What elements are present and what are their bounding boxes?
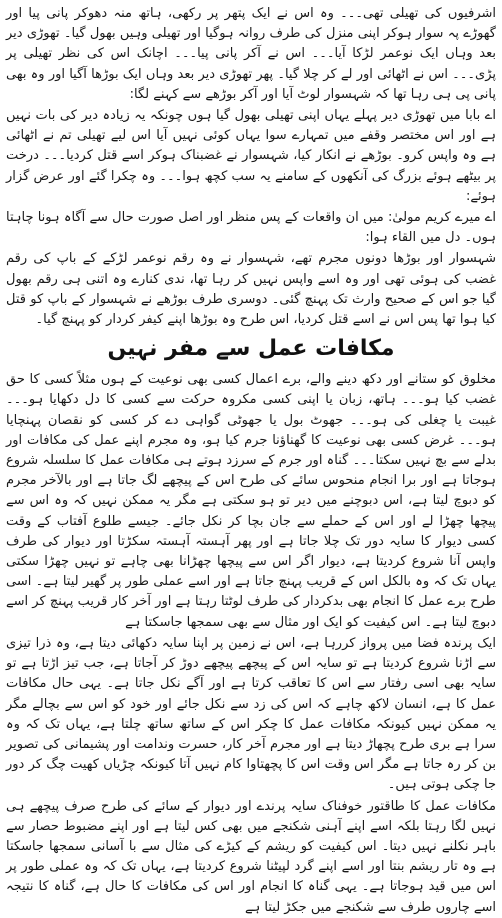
article-paragraph: مکافات عمل کا طاقتور خوفناک سایہ پرندے اور دیوار کے سائے کی طرح صرف پیچھے ہی نہیں لگا رہتا بلکہ اسے اپنے آہنی شکنجے میں بھی کس لیتا ہے اور اپنے مضبوط حصار سے باہر نکلنے نہیں دیتا۔ اس کیفیت کو ریشم کے کیڑے کی مثال سے با آسانی سمجھا جاسکتا ہے وہ تار ریشم بنتا اور اسے اپنے گرد لپیٹنا شروع کردیتا ہے، یہاں تک کہ وہ عملی طور پر اس میں قید ہوجاتا ہے۔ یہی گناہ کا انجام اور اس کی مکافات کا حال ہے، گناہ کا نتیجہ اسے چاروں طرف سے شکنجے میں جکڑ لیتا ہے	[6, 798, 496, 915]
article-paragraph: مخلوق کو ستانے اور دکھ دینے والے، برے اعمال کسی بھی نوعیت کے ہوں مثلاً کسی کا حق غضب کیا ہو۔۔۔ ہاتھ، زبان یا اپنی کسی مکروہ حرکت سے کسی کا دل دکھایا ہو۔۔۔ غیبت یا چغلی کی ہو۔۔۔ جھوٹ بول یا جھوٹی گواہی دے کر کسی کو نقصان پہنچایا ہو۔۔۔ غرض کسی بھی نوعیت کا گھناؤنا جرم کیا ہو، وہ مجرم اپنے عمل کی مکافات اور بدلے سے بچ نہیں سکتا۔۔۔ گناہ اور جرم کے سرزد ہوتے ہی مکافات عمل کا سلسلہ شروع ہوجاتا ہے اور برا انجام منحوس سائے کی طرح اس کے پیچھے لگ جاتا ہے اور بالآخر مجرم کو دبوچ لیتا ہے، اس دبوچنے میں دیر تو ہو سکتی ہے مگر یہ ممکن نہیں کہ وہ اس سے پیچھا چھڑا لے اور اس کے حملے سے جان بچا کر نکل جائے۔ جیسے طلوع آفتاب کے وقت کسی دیوار کا سایہ دور تک چلا جاتا ہے اور پھر آہستہ آہستہ سکڑتا اور دیوار کی طرف واپس آنا شروع کردیتا ہے، دیوار اگر اس سے پیچھا چھڑانا بھی چاہے تو نہیں چھڑا سکتی یہاں تک کہ وہ بالکل اس کے قریب پہنچ جاتا ہے اور اسے عملی طور پر گھیر لیتا ہے۔ اسی طرح برے عمل کا انجام بھی بدکردار کی طرف لوٹتا رہتا ہے اور آخر کار قریب پہنچ کر اسے دبوچ لیتا ہے۔ اس کیفیت کو ایک اور مثال سے بھی سمجھا جاسکتا ہے	[6, 372, 496, 630]
article-paragraph: اے بابا میں تھوڑی دیر پہلے یہاں اپنی تھیلی بھول گیا ہوں چونکہ یہ زیادہ دیر کی بات نہیں ہے اور اس مختصر وقفے میں تمہارے سوا یہاں کوئی نہیں آیا اس لیے تھیلی تم نے اٹھائی ہے وہ واپس کرو۔ بوڑھے نے انکار کیا، شہسوار نے غضبناک ہوکر اسے قتل کردیا۔۔۔ درخت پر بیٹھے ہوئے بزرگ کی آنکھوں کے سامنے یہ سب کچھ ہوا۔۔۔ وہ چکرا گئے اور عرض گزار ہوئے:	[6, 108, 496, 204]
article-paragraph: اے میرے کریم مولیٰ: میں ان واقعات کے پس منظر اور اصل صورت حال سے آگاہ ہونا چاہتا ہوں۔ دل میں القاء ہوا:	[6, 210, 496, 246]
article-paragraph: اشرفیوں کی تھیلی تھی۔۔۔ وہ اس نے ایک پتھر پر رکھی، ہاتھ منہ دھوکر پانی پیا اور گھوڑے پہ سوار ہوکر اپنی منزل کی طرف روانہ ہوگیا اور تھیلی وہیں بھول گیا۔ تھوڑی دیر بعد وہاں ایک نوعمر لڑکا آیا۔۔۔ اس نے آکر پانی پیا۔۔۔ اچانک اس کی نظر تھیلی پر پڑی۔۔۔ اس نے اٹھائی اور لے کر چلا گیا۔ پھر تھوڑی دیر بعد وہاں ایک بوڑھا آگیا اور وہ بھی پانی پی ہی رہا تھا کہ شہسوار لوٹ آیا اور آکر بوڑھے سے کہنے لگا:	[6, 6, 496, 102]
article-paragraph: ایک پرندہ فضا میں پرواز کررہا ہے، اس نے زمین پر اپنا سایہ دکھائی دیتا ہے، وہ ذرا تیزی سے اڑنا شروع کردیتا ہے تو سایہ اس کے پیچھے پیچھے دوڑ کر آجاتا ہے، جب تیز اڑتا ہے تو سایہ بھی اسی رفتار سے اس کا تعاقب کرتا ہے اور آگے نکل جاتا ہے۔ یہی حال مکافات عمل کا ہے، انسان لاکھ چاہے کہ اس کی زد سے نکل جائے اور خود کو اس سے بچالے مگر یہ ممکن نہیں کیونکہ مکافات عمل کا چکر اس کے ساتھ ساتھ چلتا ہے، یہاں تک کہ وہ سرا ہے بری طرح پچھاڑ دیتا ہے اور مجرم آخر کار، حسرت وندامت اور پشیمانی کی تصویر بن کر رہ جاتا ہے مگر اس وقت اس کا پچھتاوا کام نہیں آتا کیونکہ چڑیاں کھیت چگ کر دور جا چکی ہوتی ہیں۔	[6, 635, 496, 793]
article-paragraph: شہسوار اور بوڑھا دونوں مجرم تھے، شہسوار نے وہ رقم نوعمر لڑکے کے باپ کی رقم غضب کی ہوئی تھی اور وہ اسے واپس نہیں کر رہا تھا، ندی کنارے وہ اتنی ہی رقم بھول گیا جو اس کے صحیح وارث تک پہنچ گئی۔ دوسری طرف بوڑھے نے شہسوار کے باپ کو قتل کیا ہوا تھا پس اس نے اسے قتل کردیا، اس طرح وہ بوڑھا اپنے کیفر کردار کو پہنچ گیا۔	[6, 251, 496, 328]
section-heading: مکافات عمل سے مفر نہیں	[107, 336, 395, 362]
